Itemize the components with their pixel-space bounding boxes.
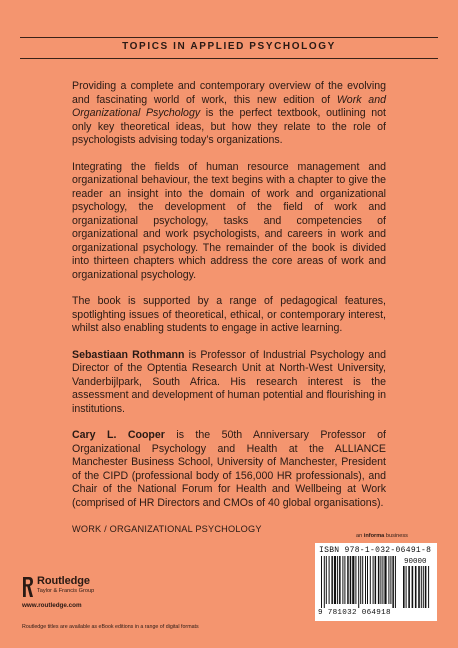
series-rule-bottom [20,58,438,59]
barcode-bar [367,556,368,604]
isbn-label: ISBN 978-1-032-06491-8 [319,546,432,555]
barcode-addon-bar [412,566,414,608]
barcode-addon-bar [415,566,417,608]
barcode-bar [384,556,386,604]
barcode-addon-number: 90000 [404,558,427,566]
blurb-paragraph-2: Integrating the fields of human resource management and organizational behaviour, the text begins with a chapter to give the reader an insight into the domain of work and organizational psychology, the development of the field of work and organizational psychology, tasks and competencies of organizational and work psychologists, and careers in work and organizational psychology. The remainder of the book is divided into thirteen chapters which address the core areas of work and organizational psychology. [72,160,386,281]
barcode-bar [352,556,354,604]
barcode-bar [370,556,371,604]
isbn-barcode [315,543,437,621]
barcode-bar [334,556,336,604]
barcode-bars [321,556,431,608]
barcode-bar [344,556,345,604]
barcode-bar [375,556,377,604]
barcode-bar [329,556,330,604]
barcode-bar [326,556,327,604]
barcode-bar [324,556,325,608]
subject-category: WORK / ORGANIZATIONAL PSYCHOLOGY [72,524,262,534]
ebook-footnote: Routledge titles are available as eBook editions in a range of digital formats [22,624,199,630]
author-name: Sebastiaan Rothmann [72,348,185,361]
barcode-bar [388,556,389,604]
barcode-addon-bar [428,566,429,608]
back-cover-text [72,80,386,537]
barcode-bar [347,556,349,604]
barcode-addon-bar [421,566,422,608]
series-title: TOPICS IN APPLIED PSYCHOLOGY [122,41,336,52]
barcode-addon-bar [423,566,424,608]
barcode-bar [365,556,366,604]
barcode-bar [360,556,361,604]
routledge-r-icon [22,576,34,598]
author-bio-1: Sebastiaan Rothmann is Professor of Industrial Psychology and Director of the Optentia Research Unit at North-West University, Vanderbijlpark, South Africa. His research interest is the assessment and development of human potential and flourishing in institutions. [72,348,386,415]
barcode-addon-bar [406,566,407,608]
barcode-bar [339,556,341,604]
series-rule-top [20,37,438,38]
blurb-paragraph-3: The book is supported by a range of pedagogical features, spotlighting issues of theoretical, ethical, or contemporary interest, whilst also enabling students to engage in active learning. [72,295,386,334]
barcode-bar [382,556,383,604]
barcode-bar [321,556,322,608]
barcode-bar [373,556,374,604]
publisher-url: www.routledge.com [22,602,82,609]
barcode-bar [358,556,359,608]
barcode-bar [380,556,381,604]
book-title: Work and Organizational Psychology [72,93,386,119]
barcode-bar [337,556,338,604]
barcode-bar [331,556,333,604]
barcode-bar [390,556,391,604]
barcode-bar [355,556,356,604]
barcode-number: 9 781032 064918 [318,609,391,617]
author-bio-2: Cary L. Cooper is the 50th Anniversary Professor of Organizational Psychology and Health at the ALLIANCE Manchester Business School, University of Manchester, President of the CIPD (professional body of 156,000 HR professionals), and Chair of the National Forum for Health and Wellbeing at Work (comprised of HR Directors and CMOs of 40 global organisations). [72,429,386,509]
publisher-name: Routledge [37,575,90,587]
barcode-bar [395,556,396,608]
barcode-addon-bar [403,566,405,608]
barcode-bar [342,556,343,604]
barcode-bar [350,556,352,604]
publisher-logo [22,576,172,604]
barcode-bar [362,556,363,604]
publisher-group: Taylor & Francis Group [37,588,95,594]
barcode-addon-bar [408,566,410,608]
barcode-addon-bar [418,566,420,608]
informa-business-tag: an informa business [356,533,408,539]
barcode-addon-bar [425,566,427,608]
barcode-bar [392,556,394,608]
blurb-paragraph-1: Providing a complete and contemporary overview of the evolving and fascinating world of work, this new edition of Work and Organizational Psychology is the perfect textbook, outlining not only key theoretical ideas, but how they relate to the role of psychologists advising today’s organizations. [72,80,386,146]
barcode-bar [378,556,380,604]
author-name: Cary L. Cooper [72,429,165,441]
